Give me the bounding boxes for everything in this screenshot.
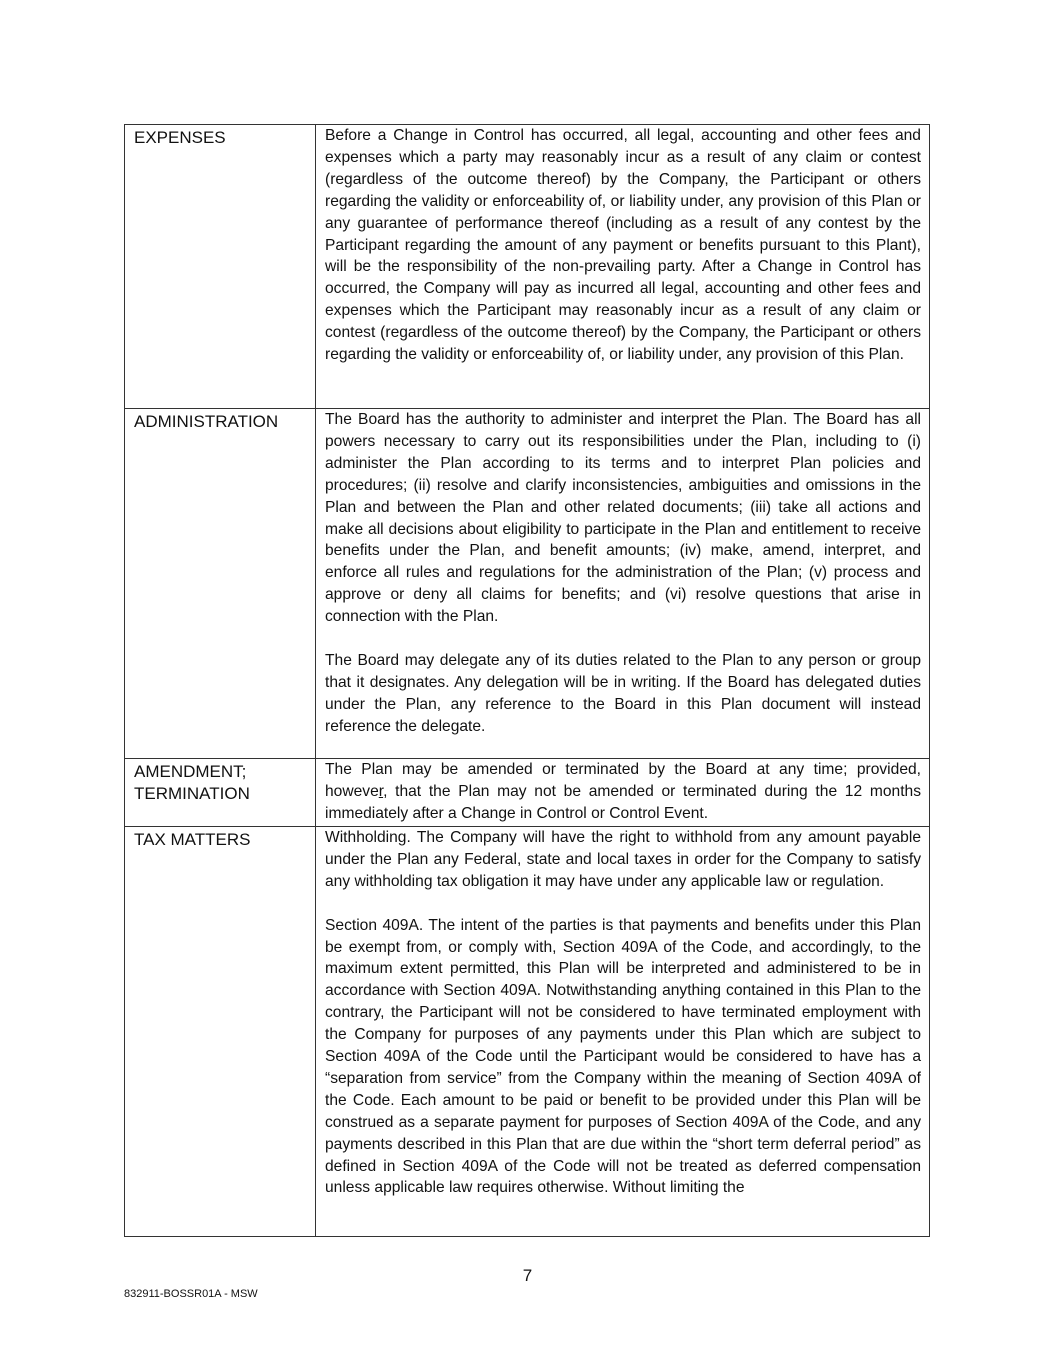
tax-409a-paragraph: Section 409A. The intent of the parties is that payments and benefits under this Plan be exempt from, or comply with, Section 409A of the Code, and accordingly, to the maximum extent permitted, this Plan will be interpreted and administered to be in accordance with Section 409A. Notwithstanding anything contained in this Plan to the contrary, the Participant will not be considered to have terminated employment with the Company for purposes of any payments under this Plan which are subject to Section 409A of the Code until the Participant would be considered to have has a “separation from service” from the Company within the meaning of Section 409A of the Code. Each amount to be paid or benefit to be provided under this Plan will be construed as a separate payment for purposes of Section 409A of the Code, and any payments described in this Plan that are due within the “short term deferral period” as defined in Section 409A of the Code will not be treated as deferred compensation unless applicable law requires otherwise. Without limiting the xyxy=(325,916,921,1197)
section-label-administration: ADMINISTRATION xyxy=(125,409,316,759)
section-body-expenses xyxy=(316,125,930,409)
table-row xyxy=(125,409,930,759)
section-body-administration xyxy=(316,409,930,759)
section-body-tax-matters xyxy=(316,827,930,1237)
administration-paragraph-2: The Board may delegate any of its duties related to the Plan to any person or group that it designates. Any delegation will be in writing. If the Board has delegated duties under the Plan, any reference to the Board in this Plan document will instead reference the delegate. xyxy=(325,651,921,735)
tax-withholding-paragraph: Withholding. The Company will have the right to withhold from any amount payable under the Plan any Federal, state and local taxes in order for the Company to satisfy any withholding tax obligation it may have under any applicable law or regulation. xyxy=(325,829,921,890)
table-row xyxy=(125,827,930,1237)
administration-paragraph-1: The Board has the authority to administer and interpret the Plan. The Board has all powers necessary to carry out its responsibilities under the Plan, including to (i) administer the Plan according to its terms and to interpret Plan policies and procedures; (ii) resolve and clarify inconsistencies, ambiguities and omissions in the Plan and between the Plan and other related documents; (iii) take all actions and make all decisions about eligibility to participate in the Plan and entitlement to receive benefits under the Plan, and benefit amounts; (iv) make, amend, interpret, and enforce all rules and regulations for the administration of the Plan; (v) process and approve or deny all claims for benefits; and (vi) resolve questions that arise in connection with the Plan. xyxy=(325,411,921,626)
section-label-amendment xyxy=(125,759,316,827)
section-label-tax-matters: TAX MATTERS xyxy=(125,827,316,1237)
amendment-label-line-2: TERMINATION xyxy=(134,784,250,803)
table-row xyxy=(125,759,930,827)
table-row xyxy=(125,125,930,409)
amendment-paragraph: The Plan may be amended or terminated by the Board at any time; provided, however, that the Plan may not be amended or terminated during the 12 months immediately after a Change in Control or Control Event. xyxy=(325,761,921,822)
expenses-paragraph: Before a Change in Control has occurred, all legal, accounting and other fees and expenses which a party may reasonably incur as a result of any claim or contest (regardless of the outcome thereof) by the Company, the Participant or others regarding the validity or enforceability of, or liability under, any provision of this Plan or any guarantee of performance thereof (including as a result of any contest by the Participant regarding the amount of any payment or benefits pursuant to this Plant), will be the responsibility of the non-prevailing party. After a Change in Control has occurred, the Company will pay as incurred all legal, accounting and other fees and expenses which the Participant may reasonably incur as a result of any claim or contest (regardless of the outcome thereof) by the Company, the Participant or others regarding the validity or enforceability of, or liability under, any provision of this Plan. xyxy=(325,127,921,364)
plan-terms-table xyxy=(124,124,930,1237)
section-label-expenses: EXPENSES xyxy=(125,125,316,409)
document-id: 832911-BOSSR01A - MSW xyxy=(124,1288,258,1300)
section-body-amendment xyxy=(316,759,930,827)
page-number: 7 xyxy=(522,1266,533,1285)
amendment-label-line-1: AMENDMENT; xyxy=(134,762,247,781)
